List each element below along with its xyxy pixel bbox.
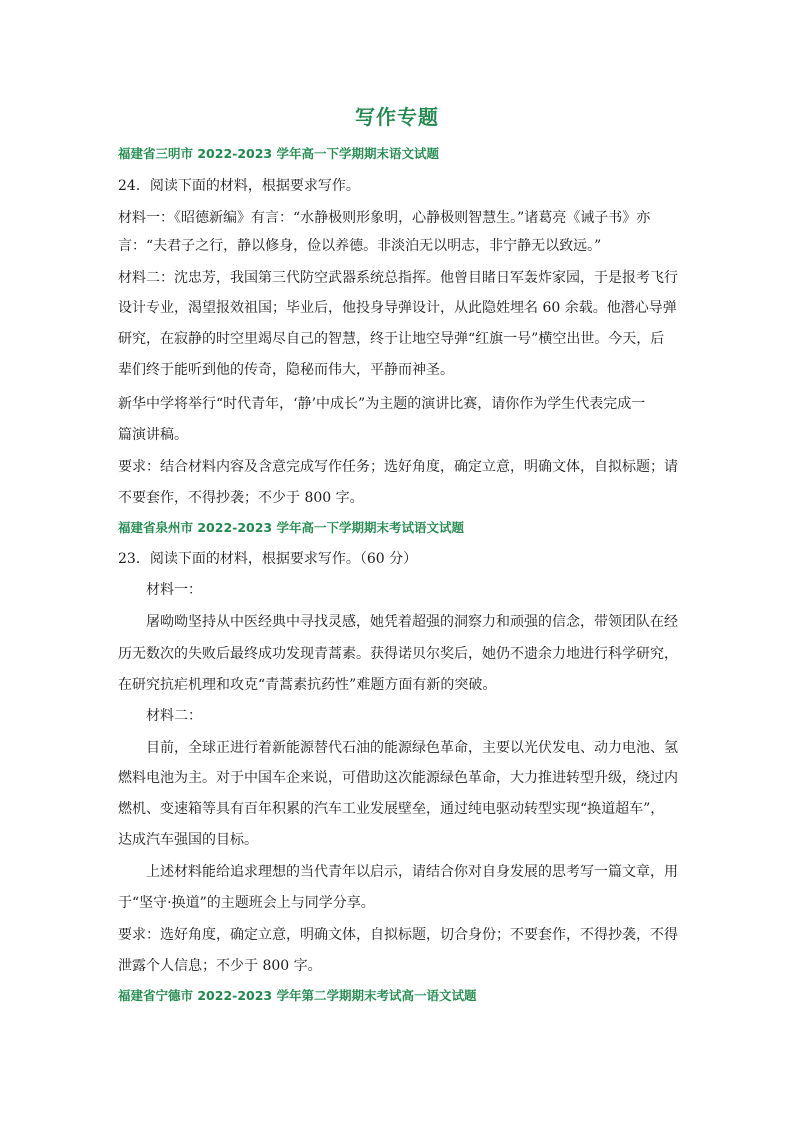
requirements-line: 要求：选好角度，确定立意，明确文体，自拟标题，切合身份；不要套作，不得抄袭，不得: [118, 927, 678, 943]
paragraph-line: 燃机、变速箱等具有百年积累的汽车工业发展壁垒，通过纯电驱动转型实现“换道超车”，: [118, 801, 665, 817]
material-label: 材料二：: [146, 708, 202, 724]
paragraph-line: 辈们终于能听到他的传奇，隐秘而伟大，平静而神圣。: [118, 362, 454, 378]
paragraph-line: 新华中学将举行“时代青年，‘静’中成长”为主题的演讲比赛，请你作为学生代表完成一: [118, 396, 646, 412]
paragraph-line: 设计专业，渴望报效祖国；毕业后，他投身导弹设计，从此隐姓埋名 60 余载。他潜心导弹: [118, 300, 677, 316]
paragraph-line: 燃料电池为主。对于中国车企来说，可借助这次能源绿色革命，大力推进转型升级，绕过内: [118, 770, 678, 786]
paragraph-line: 在研究抗疟机理和攻克“青蒿素抗药性”难题方面有新的突破。: [118, 677, 497, 693]
exam-source-heading: 福建省宁德市 2022-2023 学年第二学期期末考试高一语文试题: [118, 988, 477, 1003]
question-prompt: 24．阅读下面的材料，根据要求写作。: [118, 178, 360, 194]
paragraph-line: 篇演讲稿。: [118, 427, 188, 443]
paragraph-line: 研究，在寂静的时空里竭尽自己的智慧，终于让地空导弹“红旗一号”横空出世。今天，后: [118, 331, 665, 347]
exam-source-heading: 福建省三明市 2022-2023 学年高一下学期期末语文试题: [118, 146, 439, 161]
paragraph-line: 材料二：沈忠芳，我国第三代防空武器系统总指挥。他曾目睹日军轰炸家园，于是报考飞行: [118, 270, 678, 286]
paragraph-line: 上述材料能给追求理想的当代青年以启示，请结合你对自身发展的思考写一篇文章，用: [146, 864, 678, 880]
paragraph-line: 屠呦呦坚持从中医经典中寻找灵感，她凭着超强的洞察力和顽强的信念，带领团队在经: [146, 614, 678, 630]
paragraph-line: 材料一：《昭德新编》有言：“水静极则形象明，心静极则智慧生。”诸葛亮《诫子书》亦: [118, 210, 651, 226]
material-label: 材料一：: [146, 582, 202, 598]
paragraph-line: 目前，全球正进行着新能源替代石油的能源绿色革命，主要以光伏发电、动力电池、氢: [146, 740, 678, 756]
exam-source-heading: 福建省泉州市 2022-2023 学年高一下学期期末考试语文试题: [118, 520, 464, 535]
question-prompt: 23．阅读下面的材料，根据要求写作。（60 分）: [118, 551, 418, 567]
paragraph-line: 达成汽车强国的目标。: [118, 832, 258, 848]
paragraph-line: 言：“夫君子之行，静以修身，俭以养德。非淡泊无以明志，非宁静无以致远。”: [118, 238, 602, 254]
page-title: 写作专题: [355, 105, 439, 129]
paragraph-line: 于“坚守·换道”的主题班会上与同学分享。: [118, 895, 375, 911]
requirements-line: 不要套作，不得抄袭；不少于 800 字。: [118, 490, 364, 506]
requirements-line: 泄露个人信息；不少于 800 字。: [118, 958, 322, 974]
paragraph-line: 历无数次的失败后最终成功发现青蒿素。获得诺贝尔奖后，她仍不遗余力地进行科学研究，: [118, 646, 678, 662]
requirements-line: 要求：结合材料内容及含意完成写作任务；选好角度，确定立意，明确文体，自拟标题；请: [118, 459, 678, 475]
